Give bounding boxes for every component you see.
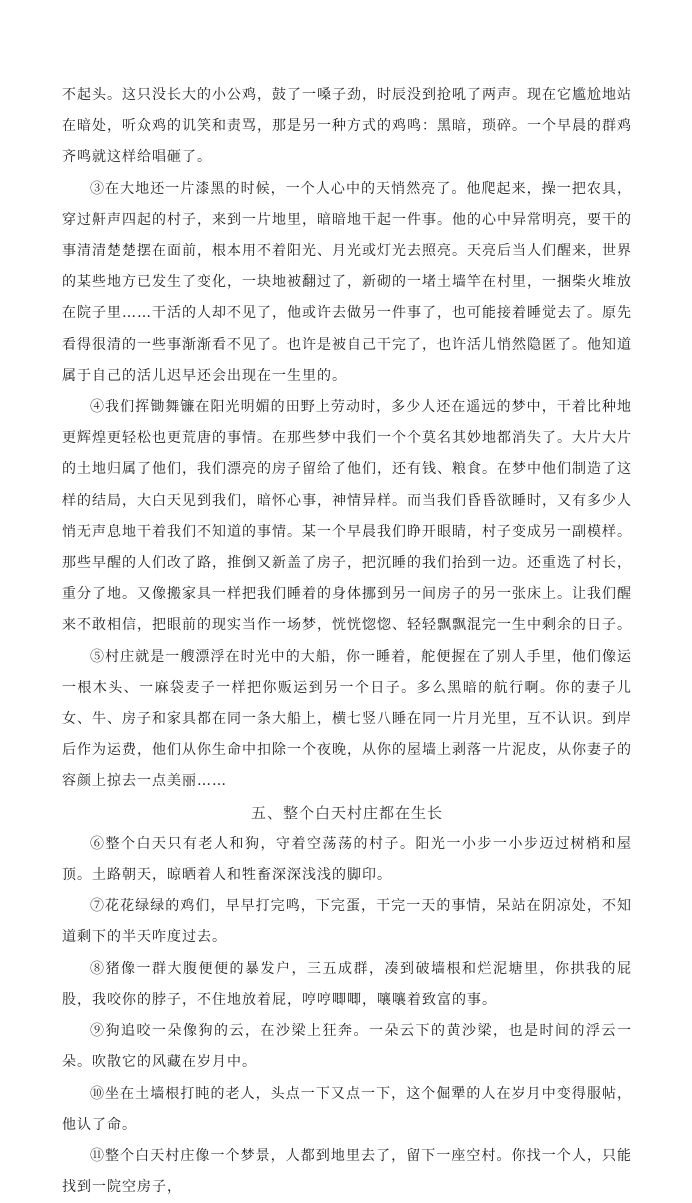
paragraph-3: ③在大地还一片漆黑的时候，一个人心中的天悄然亮了。他爬起来，操一把农具，穿过鼾声四起的村子，来到一片地里，暗暗地干起一件事。他的心中异常明亮，要干的事清清楚楚摆在面前，根本用不着阳光、月光或灯光去照亮。天亮后当人们醒来，世界的某些地方已发生了变化，一块地被翻过了，新砌的一堵土墙竿在村里，一捆柴火堆放在院子里……干活的人却不见了，他或许去做另一件事了，也可能接着睡觉去了。原先看得很清的一些事渐渐看不见了。也许是被自己干完了，也许活儿悄然隐匿了。他知道属于自己的活儿迟早还会出现在一生里的。 (62, 180, 632, 384)
paragraph-9: ⑨狗追咬一朵像狗的云，在沙梁上狂奔。一朵云下的黄沙梁，也是时间的浮云一朵。吹散它的风藏在岁月中。 (62, 1023, 632, 1071)
paragraph-8: ⑧猪像一群大腹便便的暴发户，三五成群，凑到破墙根和烂泥塘里，你拱我的屁股，我咬你的脖子，不住地放着屁，哼哼唧唧，嚷嚷着致富的事。 (62, 960, 632, 1008)
paragraph-10: ⑩坐在土墙根打盹的老人，头点一下又点一下，这个倔犟的人在岁月中变得服帖，他认了命。 (62, 1085, 632, 1133)
paragraph-4: ④我们挥锄舞镰在阳光明媚的田野上劳动时，多少人还在遥远的梦中，干着比种地更辉煌更轻松也更荒唐的事情。在那些梦中我们一个个莫名其妙地都消失了。大片大片的土地归属了他们，我们漂亮的房子留给了他们，还有钱、粮食。在梦中他们制造了这样的结局，大白天见到我们，暗怀心事，神情异样。而当我们昏昏欲睡时，又有多少人悄无声息地干着我们不知道的事情。某一个早晨我们睁开眼睛，村子变成另一副模样。那些早醒的人们改了路，推倒又新盖了房子，把沉睡的我们抬到一边。还重选了村长，重分了地。又像搬家具一样把我们睡着的身体挪到另一间房子的另一张床上。让我们醒来不敢相信，把眼前的现实当作一场梦，恍恍惚惚、轻轻飘飘混完一生中剩余的日子。 (62, 399, 632, 634)
document-page (62, 80, 632, 1203)
paragraph-11: ⑪整个白天村庄像一个梦景，人都到地里去了，留下一座空村。你找一个人，只能找到一院空房子， (62, 1147, 632, 1196)
paragraph-6: ⑥整个白天只有老人和狗，守着空荡荡的村子。阳光一小步一小步迈过树梢和屋顶。土路朝天，晾晒着人和牲畜深深浅浅的脚印。 (62, 835, 632, 884)
paragraph-continuation: 不起头。这只没长大的小公鸡，鼓了一嗓子劲，时辰没到抢吼了两声。现在它尴尬地站在暗处，听众鸡的讥笑和责骂，那是另一种方式的鸡鸣：黑暗，琐碎。一个早晨的群鸡齐鸣就这样给唱砸了。 (62, 87, 632, 166)
paragraph-5: ⑤村庄就是一艘漂浮在时光中的大船，你一睡着，舵便握在了别人手里，他们像运一根木头、一麻袋麦子一样把你贩运到另一个日子。多么黑暗的航行啊。你的妻子儿女、牛、房子和家具都在同一条大船上，横七竖八睡在同一片月光里，互不认识。到岸后作为运费，他们从你生命中扣除一个夜晚，从你的屋墙上剥落一片泥皮，从你妻子的容颜上掠去一点美丽…… (62, 648, 632, 790)
section-heading: 五、整个白天村庄都在生长 (250, 803, 443, 822)
paragraph-7: ⑦花花绿绿的鸡们，早早打完鸣，下完蛋，干完一天的事情，呆站在阴凉处，不知道剩下的半天咋度过去。 (62, 898, 632, 946)
